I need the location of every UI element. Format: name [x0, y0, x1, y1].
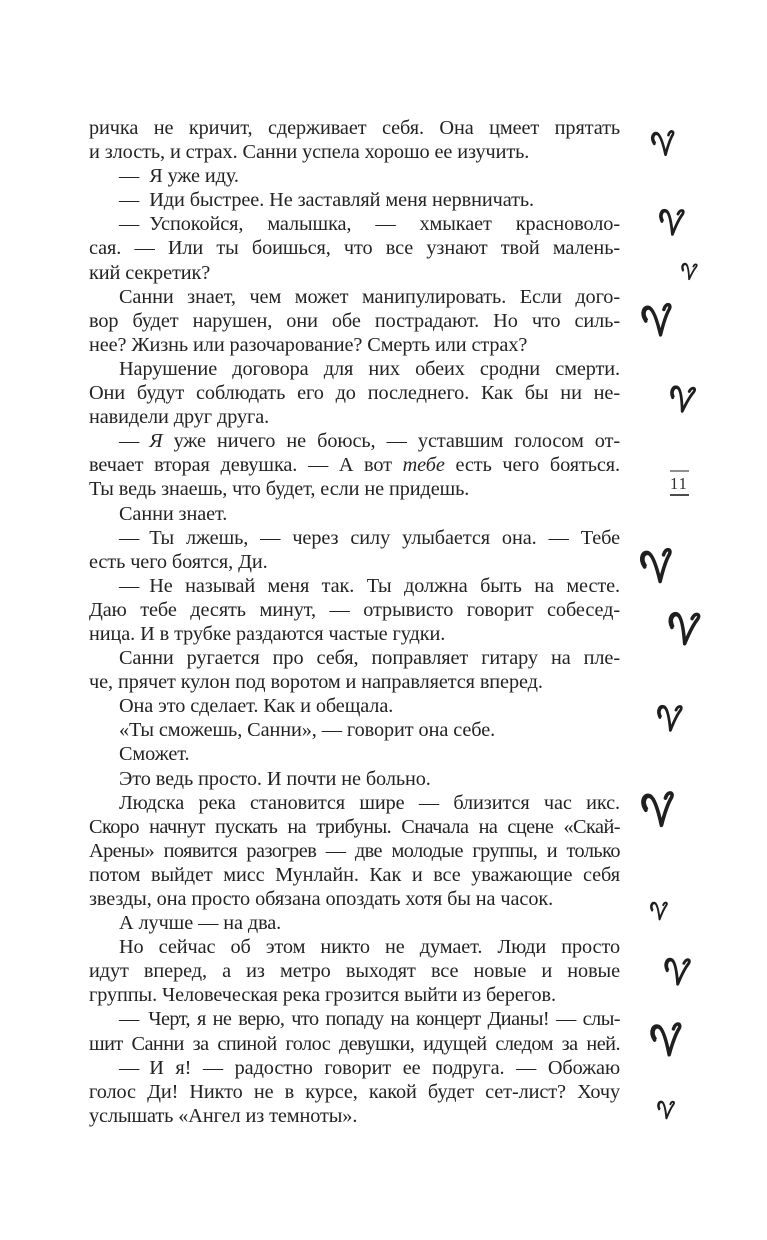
heart-doodle-stroke	[671, 388, 684, 409]
text-segment: ричка не кричит, сдерживает себя. Она цмеет прятать	[89, 117, 620, 139]
text-line	[89, 357, 620, 381]
body-text	[89, 116, 620, 1128]
text-line	[89, 140, 620, 164]
text-segment: кий секретик?	[89, 261, 211, 284]
text-line	[89, 309, 620, 333]
text-line	[89, 935, 620, 959]
text-line	[89, 887, 620, 911]
text-line	[89, 333, 620, 357]
text-segment: Сможет.	[119, 743, 190, 766]
heart-doodle-stroke	[654, 134, 665, 153]
heart-doodle-icon	[654, 1098, 678, 1124]
heart-doodle-stroke	[652, 131, 675, 155]
text-segment: шит Санни за спиной голос девушки, идущей следом за ней.	[89, 1032, 620, 1055]
heart-doodle-stroke	[641, 550, 672, 583]
text-line	[89, 236, 620, 260]
text-line	[89, 429, 620, 453]
text-segment: Санни знает.	[119, 502, 228, 525]
text-segment: Она это сделает. Как и обещала.	[119, 695, 394, 718]
text-segment: — Ты лжешь, — через силу улыбается она. — Тебе	[119, 526, 620, 549]
text-line	[89, 670, 620, 694]
text-segment-italic: Я	[149, 430, 163, 453]
text-segment: идут вперед, а из метро выходят все новые и новые	[89, 960, 620, 983]
text-line	[89, 1080, 620, 1104]
heart-doodle-stroke	[671, 615, 686, 640]
text-segment: Ты ведь знаешь, что будет, если не придешь.	[89, 478, 470, 501]
text-segment: «Ты сможешь, Санни», — говорит она себе.	[119, 719, 496, 742]
text-segment: Санни знает, чем может манипулировать. Если дого-	[119, 285, 620, 308]
text-segment: уже ничего не боюсь, — уставшим голосом от-	[162, 430, 620, 453]
text-line	[89, 574, 620, 598]
page-number-value: 11	[670, 474, 688, 493]
text-segment: — Успокойся, малышка, — хмыкает красноволо-	[119, 213, 620, 236]
text-line	[89, 405, 620, 429]
text-line	[89, 261, 620, 285]
text-segment: нее? Жизнь или разочарование? Смерть или страх?	[89, 333, 528, 356]
text-segment: Арены» появится разогрев — две молодые группы, и только	[89, 839, 620, 862]
text-segment: Это ведь просто. И почти не больно.	[119, 767, 431, 790]
text-line	[89, 164, 620, 188]
heart-doodle-icon	[661, 609, 710, 653]
text-line	[89, 502, 620, 526]
text-segment: группы. Человеческая река грозится выйти из берегов.	[89, 984, 556, 1007]
text-line	[89, 694, 620, 718]
text-line	[89, 815, 620, 839]
text-segment-italic: тебе	[402, 454, 445, 477]
text-segment: Людска река становится шире — близится час икс.	[119, 791, 620, 814]
heart-doodle-stroke	[645, 308, 660, 333]
heart-doodle-stroke	[659, 708, 671, 728]
heart-doodle-stroke	[661, 212, 673, 232]
heart-doodle-stroke	[654, 1027, 669, 1052]
heart-doodle-icon	[636, 301, 681, 345]
text-segment: навидели друг друга.	[89, 406, 270, 429]
heart-doodle-stroke	[657, 1101, 674, 1119]
heart-doodle-stroke	[652, 904, 660, 918]
text-segment: —	[119, 430, 150, 453]
heart-doodle-stroke	[658, 705, 682, 731]
text-line	[89, 212, 620, 236]
text-segment: Они будут соблюдать его до последнего. Как бы ни не-	[89, 382, 620, 405]
text-segment: сая. — Или ты боишься, что все узнают твой малень-	[89, 237, 620, 260]
text-line	[89, 959, 620, 983]
text-segment: услышать «Ангел из темноты».	[89, 1104, 358, 1127]
text-line	[89, 477, 620, 501]
text-segment: вор будет нарушен, они обе пострадают. Но что силь-	[89, 309, 620, 332]
text-line	[89, 1032, 620, 1056]
heart-doodle-stroke	[682, 264, 690, 277]
text-line	[89, 839, 620, 863]
heart-doodle-icon	[635, 789, 686, 835]
text-segment: есть чего бояться.	[444, 454, 620, 477]
text-segment: и злость, и страх. Санни успела хорошо ее изучить.	[89, 141, 530, 164]
text-line	[89, 116, 620, 140]
text-line	[89, 550, 620, 574]
text-line	[89, 983, 620, 1007]
text-line	[89, 598, 620, 622]
text-line	[89, 646, 620, 670]
heart-doodle-icon	[647, 901, 673, 925]
text-segment: звезды, она просто обязана опоздать хотя бы на часок.	[89, 888, 554, 910]
text-line	[89, 1104, 620, 1128]
text-segment: — Черт, я не верю, что попаду на концерт Дианы! — слы-	[119, 1008, 620, 1031]
heart-doodle-icon	[635, 546, 681, 592]
heart-doodle-stroke	[666, 961, 679, 982]
folio-top-rule	[670, 470, 689, 472]
text-line	[89, 285, 620, 309]
text-segment: — Я уже иду.	[119, 165, 239, 188]
text-segment: голос Ди! Никто не в курсе, какой будет сет-лист? Хочу	[89, 1080, 620, 1103]
text-segment: — И я! — радостно говорит ее подруга. — Обожаю	[119, 1056, 620, 1079]
text-line	[89, 742, 620, 766]
text-line	[89, 911, 620, 935]
heart-doodle-stroke	[651, 902, 667, 920]
text-segment: Нарушение договора для них обеих сродни смерти.	[119, 357, 620, 380]
text-segment: А лучше — на два.	[119, 912, 282, 935]
text-line	[89, 381, 620, 405]
text-line	[89, 1056, 620, 1080]
text-line	[89, 863, 620, 887]
text-line	[89, 767, 620, 791]
heart-doodle-stroke	[643, 793, 675, 827]
heart-doodle-stroke	[643, 553, 659, 579]
text-line	[89, 188, 620, 212]
text-segment: — Иди быстрее. Не заставляй меня нервничать.	[119, 189, 535, 212]
heart-doodle-stroke	[665, 958, 690, 985]
heart-doodle-stroke	[645, 796, 661, 823]
text-segment: есть чего боятся, Ди.	[89, 550, 268, 573]
text-segment: Но сейчас об этом никто не думает. Люди просто	[119, 936, 620, 959]
heart-doodle-stroke	[669, 612, 699, 644]
text-line	[89, 791, 620, 815]
text-line	[89, 622, 620, 646]
heart-doodle-stroke	[681, 263, 697, 280]
heart-doodle-icon	[653, 703, 688, 738]
heart-doodle-icon	[678, 260, 701, 286]
heart-doodle-icon	[644, 1021, 692, 1064]
text-segment: ница. И в трубке раздаются частые гудки.	[89, 622, 446, 645]
text-segment: Даю тебе десять минут, — отрывисто говорит собесед-	[89, 598, 620, 621]
text-line	[89, 526, 620, 550]
text-segment: вечает вторая девушка. — А вот	[89, 454, 403, 477]
text-segment: потом выйдет мисс Мунлайн. Как и все уважающие себя	[89, 863, 620, 886]
folio-bottom-rule	[670, 494, 689, 496]
heart-doodle-icon	[660, 956, 696, 992]
text-segment: Скоро начнут пускать на трибуны. Сначала на сцене «Скай-	[89, 815, 620, 838]
text-segment: че, прячет кулон под воротом и направляется вперед.	[89, 671, 543, 694]
text-line	[89, 718, 620, 742]
text-segment: Санни ругается про себя, поправляет гитару на пле-	[119, 647, 620, 670]
heart-doodle-stroke	[669, 386, 694, 413]
heart-doodle-icon	[655, 207, 690, 242]
heart-doodle-icon	[648, 126, 682, 165]
text-line	[89, 453, 620, 477]
text-line	[89, 1007, 620, 1031]
text-segment: — Не называй меня так. Ты должна быть на месте.	[119, 574, 620, 597]
page-number	[662, 470, 696, 496]
heart-doodle-icon	[662, 383, 704, 420]
heart-doodle-stroke	[659, 1103, 667, 1117]
heart-doodle-stroke	[652, 1024, 682, 1056]
heart-doodle-stroke	[660, 209, 684, 235]
heart-doodle-stroke	[642, 304, 672, 336]
